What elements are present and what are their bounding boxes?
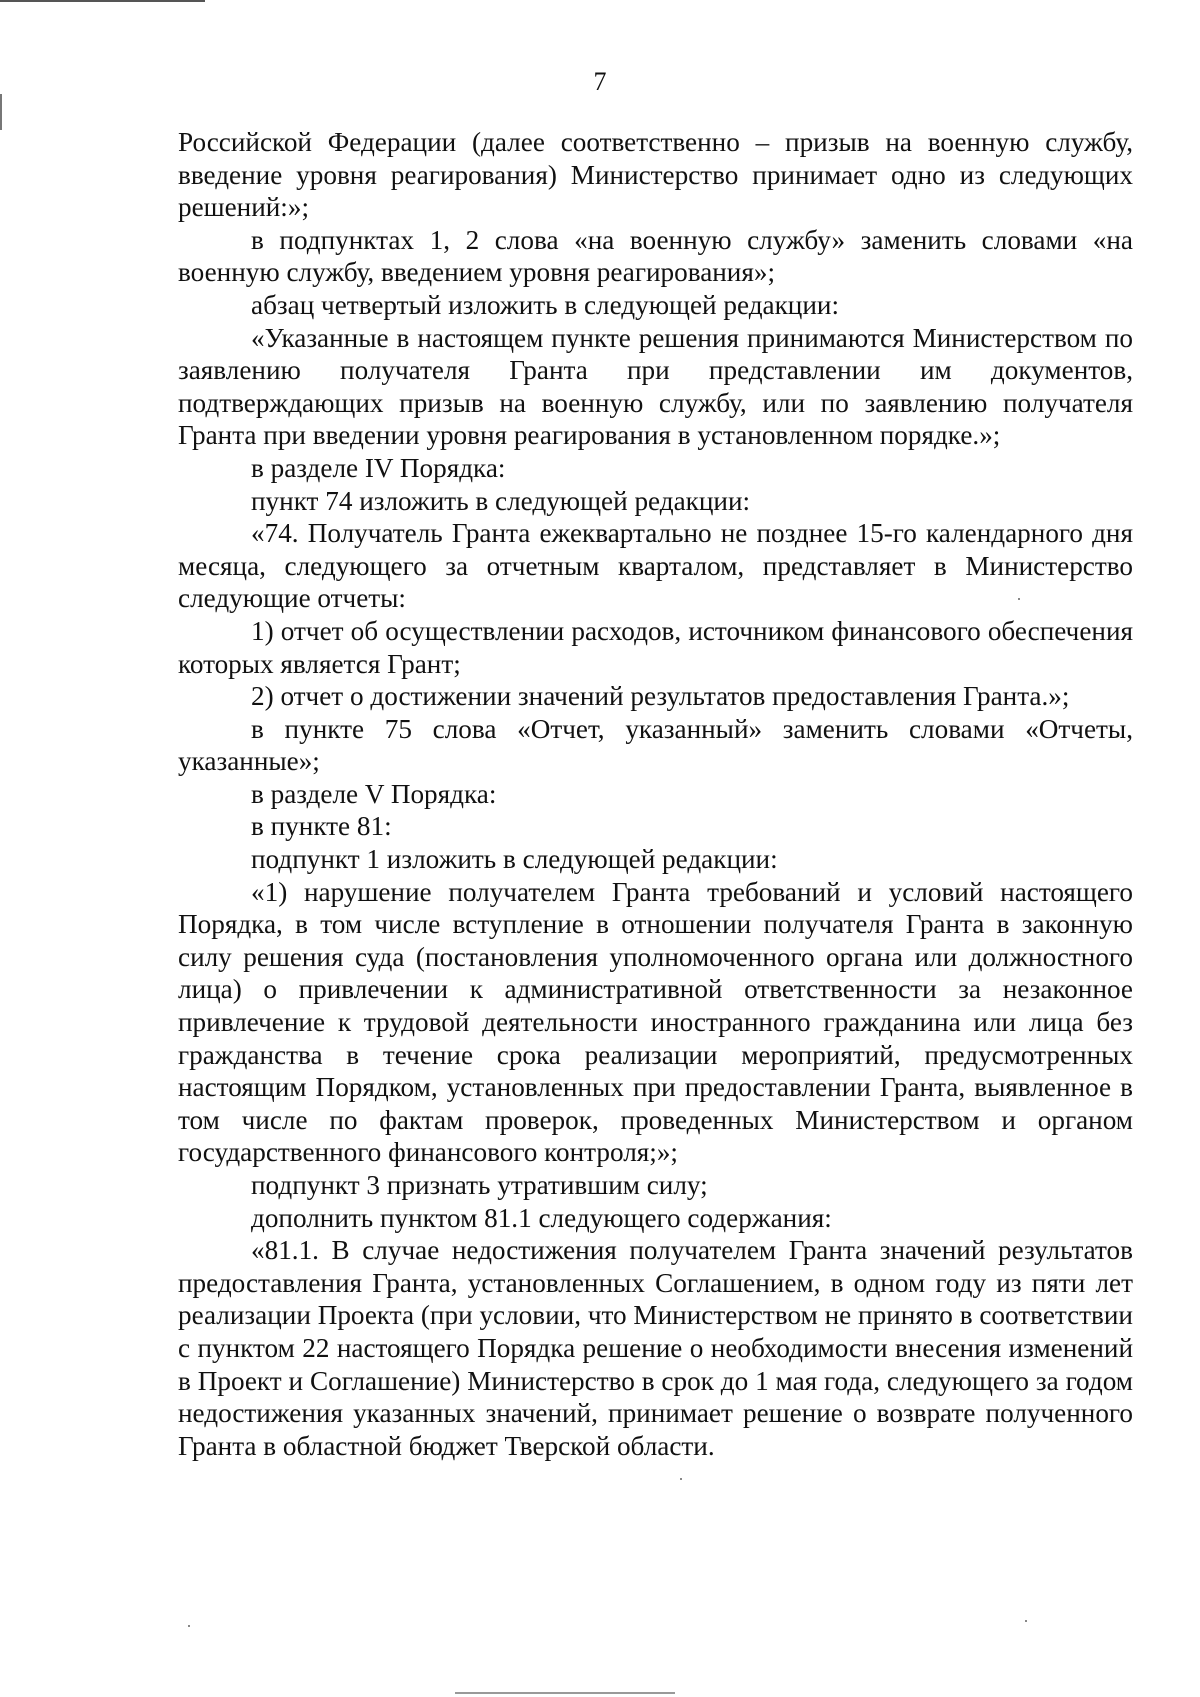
paragraph: в пункте 75 слова «Отчет, указанный» заменить словами «Отчеты, указанные»; (178, 713, 1133, 777)
paragraph: в разделе IV Порядка: (251, 452, 506, 483)
document-body (178, 126, 1133, 1462)
scan-margin-mark (0, 118, 2, 130)
paragraph: абзац четвертый изложить в следующей редакции: (251, 289, 840, 320)
paragraph: в подпунктах 1, 2 слова «на военную службу» заменить словами «на военную службу, введением уровня реагирования»; (178, 224, 1133, 288)
scan-speck (680, 1478, 682, 1480)
paragraph: «81.1. В случае недостижения получателем Гранта значений результатов предоставления Гранта, установленных Соглашением, в одном году из пяти лет реализации Проекта (при условии, что Министерством не принято в соответствии с пунктом 22 настоящего Порядка решение о необходимости внесения изменений в Проект и Соглашение) Министерство в срок до 1 мая года, следующего за годом недостижения указанных значений, принимает решение о возврате полученного Гранта в областной бюджет Тверской области. (178, 1235, 1133, 1461)
paragraph: «74. Получатель Гранта ежеквартально не позднее 15-го календарного дня месяца, следующего за отчетным кварталом, представляет в Министерство следующие отчеты: (178, 518, 1133, 614)
paragraph: подпункт 1 изложить в следующей редакции: (251, 844, 778, 875)
paragraph: 2) отчет о достижении значений результатов предоставления Гранта.»; (251, 681, 1070, 712)
scan-speck (1025, 1620, 1027, 1622)
paragraph: «1) нарушение получателем Гранта требований и условий настоящего Порядка, в том числе вступление в отношении получателя Гранта в законную силу решения суда (постановления уполномоченного органа или должностного лица) о привлечении к административной ответственности за незаконное привлечение к трудовой деятельности иностранного гражданина или лица без гражданства в течение срока реализации мероприятий, предусмотренных настоящим Порядком, установленных при предоставлении Гранта, выявленное в том числе по фактам проверок, проведенных Министерством и органом государственного финансового контроля;»; (178, 876, 1133, 1168)
page-number: 7 (593, 67, 607, 96)
paragraph: Российской Федерации (далее соответственно – призыв на военную службу, введение уровня реагирования) Министерство принимает одно из следующих решений:»; (178, 127, 1133, 223)
paragraph: пункт 74 изложить в следующей редакции: (251, 485, 751, 516)
paragraph: 1) отчет об осуществлении расходов, источником финансового обеспечения которых является Грант; (178, 615, 1133, 679)
paragraph: подпункт 3 признать утратившим силу; (251, 1170, 708, 1200)
scan-edge-line (0, 0, 205, 2)
paragraph: дополнить пунктом 81.1 следующего содержания: (251, 1202, 832, 1233)
paragraph: в пункте 81: (251, 811, 392, 842)
scan-edge-line (455, 1692, 675, 1694)
paragraph: «Указанные в настоящем пункте решения принимаются Министерством по заявлению получателя Гранта при представлении им документов, подтверждающих призыв на военную службу, или по заявлению получателя Гранта при введении уровня реагирования в установленном порядке.»; (178, 322, 1133, 451)
paragraph: в разделе V Порядка: (251, 778, 497, 809)
scan-speck (188, 1625, 190, 1627)
